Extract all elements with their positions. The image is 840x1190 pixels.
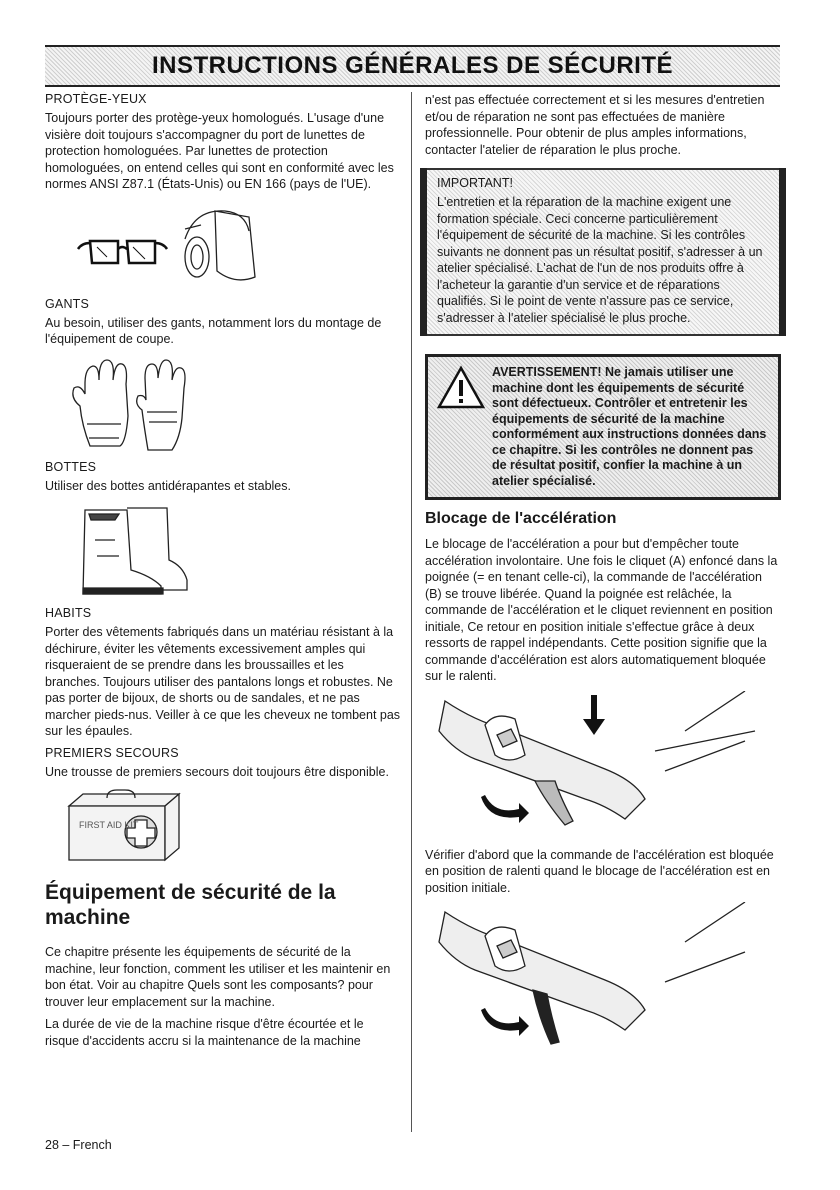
blocage-title: Blocage de l'accélération <box>425 510 617 527</box>
section-paragraph-2: La durée de vie de la machine risque d'être écourtée et le risque d'accidents accru si la maintenance de la machine <box>45 1017 364 1048</box>
blocage-paragraph-1: Le blocage de l'accélération a pour but d'empêcher toute accélération involontaire. Une fois le cliquet (A) enfoncé dans la poignée (= en tenant celle-ci), la commande de l'accélération (B) se trouve libérée. Quand la poignée est relâchée, la commande de l'accélération et le cliquet reviennent en position initiale, Ce retour en position initiale s'effectue grâce à deux ressorts de rappel indépendants. Cette position signifie que la commande d'accélération est alors automatiquement bloquée sur le ralenti. <box>425 537 778 683</box>
page-title: INSTRUCTIONS GÉNÉRALES DE SÉCURITÉ <box>151 52 674 79</box>
clothes-heading: HABITS <box>45 606 92 620</box>
page-footer: 28 – French <box>45 1138 112 1152</box>
important-box <box>425 168 781 336</box>
gloves-illustration <box>45 354 401 454</box>
important-title: IMPORTANT! <box>437 176 513 190</box>
eye-text: Toujours porter des protège-yeux homologués. L'usage d'une visière doit toujours s'accompagner du port de lunettes de protection homologuées. Par lunettes de protection homologuées, on entend celles qui sont en conformité avec les normes ANSI Z87.1 (États-Unis) ou EN 166 (pays de l'UE). <box>45 111 394 191</box>
throttle-lockout-illustration-1 <box>425 691 781 841</box>
firstaid-heading: PREMIERS SECOURS <box>45 745 179 760</box>
boots-icon <box>83 508 187 594</box>
column-divider <box>411 92 412 1132</box>
gloves-heading: GANTS <box>45 296 90 311</box>
right-column <box>425 92 781 1058</box>
visor-helmet-icon <box>185 210 255 279</box>
firstaid-text: Une trousse de premiers secours doit toujours être disponible. <box>45 764 389 779</box>
eye-protection-illustration <box>45 199 401 291</box>
gloves-icon <box>73 360 185 450</box>
page-header <box>45 45 780 87</box>
section-title: Équipement de sécurité de la machine <box>45 881 336 929</box>
goggles-icon <box>78 241 167 263</box>
warning-text: AVERTISSEMENT! Ne jamais utiliser une machine dont les équipements de sécurité sont défectueux. Contrôler et entretenir les équipements de sécurité de la machine conformément aux instructions données dans ce chapitre. Si les contrôles ne donnent pas de résultat positif, confier la machine à un atelier spécialisé. <box>492 365 767 488</box>
boots-illustration <box>45 500 401 600</box>
boots-heading: BOTTES <box>45 459 97 474</box>
clothes-text: Porter des vêtements fabriqués dans un matériau résistant à la déchirure, éviter les vêtements excessivement amples qui risqueraient de se prendre dans les broussailles et les branches. Toujours utiliser des pantalons longs et robustes. Ne pas porter de bijoux, de shorts ou de sandales, et ne pas marcher pieds-nus. Veiller à ce que les cheveux ne tombent pas sur les épaules. <box>45 625 401 738</box>
warning-box <box>425 354 781 500</box>
important-text: L'entretien et la réparation de la machine exigent une formation spéciale. Ceci concerne particulièrement l'équipement de sécurité de la machine. Si les contrôles suivants ne donnent pas un résultat positif, s'adresser à un atelier spécialisé. L'achat de l'un de nos produits offre à l'acheteur la garantie d'un service et de réparations qualifiés. Si le point de vente n'assure pas ce service, s'adresser à l'atelier spécialisé le plus proche. <box>437 195 763 325</box>
eye-heading: PROTÈGE-YEUX <box>45 92 147 106</box>
first-aid-kit-illustration <box>45 786 401 864</box>
rotate-arrow-icon <box>481 795 529 823</box>
rotate-arrow-icon <box>481 1008 529 1036</box>
gloves-text: Au besoin, utiliser des gants, notamment lors du montage de l'équipement de coupe. <box>45 315 382 346</box>
throttle-handle-icon <box>439 902 745 1044</box>
warning-triangle-icon <box>436 365 492 489</box>
section-paragraph-1: Ce chapitre présente les équipements de sécurité de la machine, leur fonction, comment les utiliser et les maintenir en bon état. Voir au chapitre Quels sont les composants? pour trouver leur emplacement sur la machine. <box>45 945 391 1009</box>
boots-text: Utiliser des bottes antidérapantes et stables. <box>45 478 291 493</box>
continued-text: n'est pas effectuée correctement et si les mesures d'entretien et/ou de réparation ne sont pas effectuées de manière professionnelle. Pour obtenir de plus amples informations, contacter l'atelier de réparation le plus proche. <box>425 93 765 157</box>
down-arrow-icon <box>583 695 605 735</box>
blocage-paragraph-2: Vérifier d'abord que la commande de l'accélération est bloquée en position de ralenti quand le blocage de l'accélération est en position initiale. <box>425 847 774 895</box>
throttle-lockout-illustration-2 <box>425 902 781 1052</box>
kit-label: FIRST AID KIT <box>79 820 139 830</box>
left-column <box>45 92 401 1055</box>
